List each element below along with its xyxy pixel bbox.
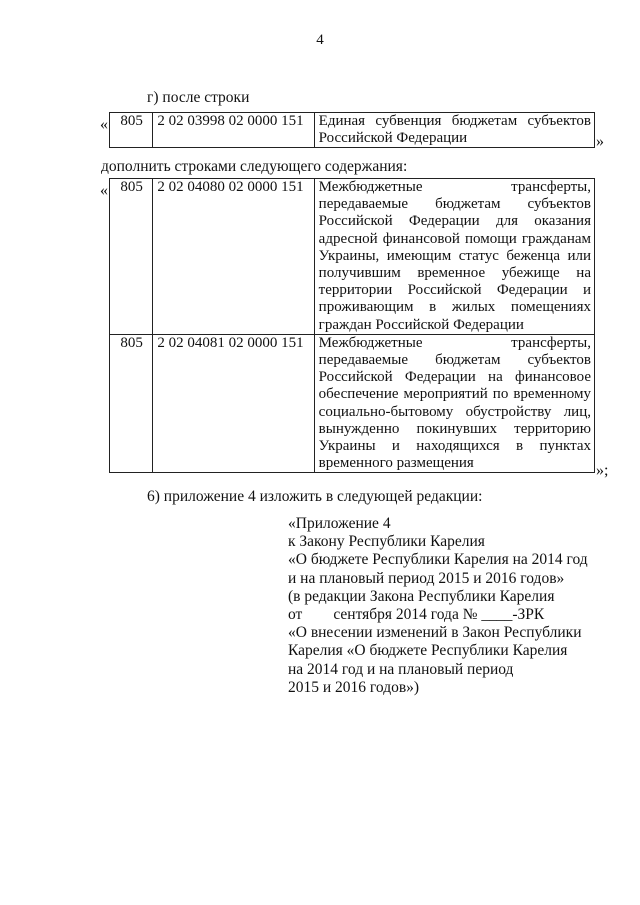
kbk-cell: 2 02 04081 02 0000 151 [153,334,314,473]
description-cell: Межбюджетные трансферты, передаваемые бюджетам субъектов Российской Федерации на финансовое обеспечение мероприятий по временному социально-бытовому обустройству лиц, вынужденно покинувших территорию Украины и находящихся в пунктах временного размещения [314,334,594,473]
code-cell: 805 [110,179,153,335]
appendix-line: к Закону Республики Карелия [288,533,485,551]
table-row [110,113,595,148]
appendix-line: (в редакции Закона Республики Карелия [288,587,555,605]
appendix-line: от сентября 2014 года № ____-ЗРК [288,606,545,624]
table-row [110,179,595,335]
table1-close-quote: » [596,133,604,150]
table2-close-quote: »; [596,462,609,479]
appendix-line: на 2014 год и на плановый период [288,660,514,678]
table1-open-quote: « [100,116,108,133]
appendix-header [288,515,588,697]
table2-open-quote: « [100,182,108,199]
kbk-cell: 2 02 03998 02 0000 151 [153,113,314,148]
table-row [110,334,595,473]
table-1 [109,112,595,148]
description-cell: Единая субвенция бюджетам субъектов Российской Федерации [314,113,594,148]
description-cell: Межбюджетные трансферты, передаваемые бюджетам субъектов Российской Федерации для оказания адресной финансовой помощи гражданам Украины, имеющим статус беженца или получившим временное убежище на территории Российской Федерации и проживающим в жилых помещениях граждан Российской Федерации [314,179,594,335]
table-2 [109,178,595,473]
kbk-cell: 2 02 04080 02 0000 151 [153,179,314,335]
appendix-line: «О внесении изменений в Закон Республики [288,624,582,642]
appendix-line: «Приложение 4 [288,515,391,532]
appendix-line: Карелия «О бюджете Республики Карелия [288,642,568,660]
code-cell: 805 [110,334,153,473]
appendix-line: 2015 и 2016 годов») [288,678,420,696]
code-cell: 805 [110,113,153,148]
paragraph-add: дополнить строками следующего содержания: [101,158,408,175]
paragraph-g: г) после строки [147,89,250,106]
appendix-line: и на плановый период 2015 и 2016 годов» [288,569,565,587]
page-number: 4 [316,32,324,48]
paragraph-6: 6) приложение 4 изложить в следующей редакции: [147,488,483,505]
appendix-line: «О бюджете Республики Карелия на 2014 год [288,551,588,569]
